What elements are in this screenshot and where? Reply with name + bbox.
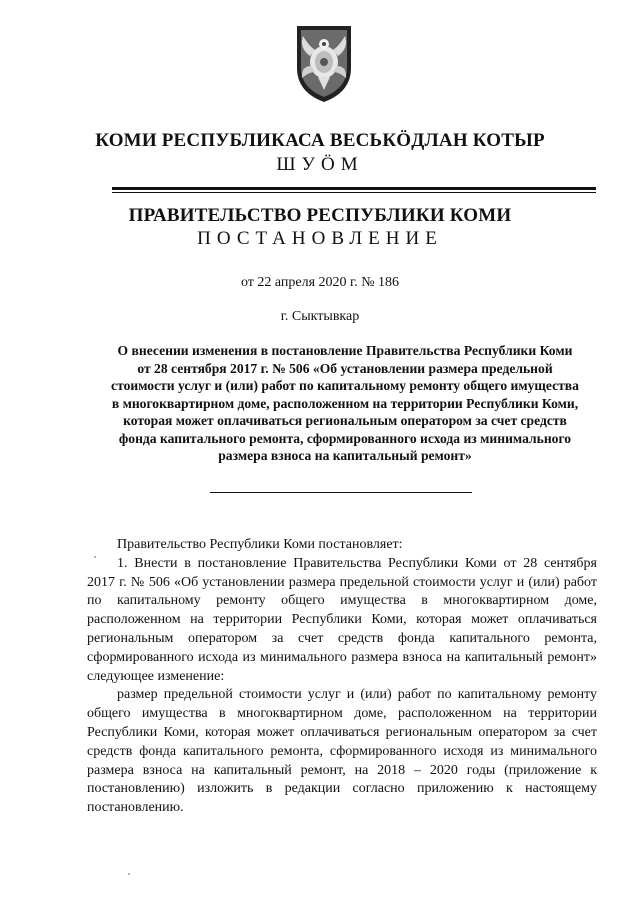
document-date-number: от 22 апреля 2020 г. № 186 <box>240 275 400 290</box>
body-paragraph-item-1: 1. Внести в постановление Правительства Республики Коми от 28 сентября 2017 г. № 506 «Об установлении размера предельной стоимости услуг и (или) работ по капитальному ремонту общего имущества в многоквартирном доме, расположенном на территории Республики Коми, которая может оплачиваться региональным оператором за счет средств фонда капитального ремонта, сформированного исхода из минимального размера взноса на капитальный ремонт» следующее изменение: <box>87 555 597 684</box>
body-paragraph-amendment: размер предельной стоимости услуг и (или) работ по капитальному ремонту общего имущества в многоквартирном доме, расположенном на территории Республики Коми, которая может оплачиваться региональным оператором за счет средств фонда капитального ремонта, сформированного исходя из минимального размера взноса на капитальный ремонт, на 2018 – 2020 годы (приложение к постановлению) изложить в редакции согласно приложению к настоящему постановлению. <box>87 687 597 816</box>
resolution-heading: ПОСТАНОВЛЕНИЕ <box>197 228 443 249</box>
header-divider-thin <box>112 192 596 193</box>
document-city: г. Сыктывкар <box>280 309 360 324</box>
scan-speck <box>128 873 130 875</box>
document-title: О внесении изменения в постановление Правительства Республики Коми от 28 сентября 2017 г. № 506 «Об установлении размера предельной стоимости услуг и (или) работ по капитальному ремонту общего имущества в многоквартирном доме, расположенном на территории Республики Коми, которая может оплачиваться региональным оператором за счет средств фонда капитального ремонта, сформированного исхода из минимального размера взноса на капитальный ремонт» <box>111 343 579 463</box>
title-underline <box>210 492 472 493</box>
coat-of-arms-emblem <box>291 22 357 104</box>
scan-speck <box>94 556 96 558</box>
komi-resolution-heading: ШУÖМ <box>276 154 364 175</box>
document-body <box>87 536 597 818</box>
government-heading: ПРАВИТЕЛЬСТВО РЕСПУБЛИКИ КОМИ <box>128 205 512 226</box>
body-paragraph-intro: Правительство Республики Коми постановляет: <box>117 537 403 552</box>
header-divider-thick <box>112 187 596 190</box>
komi-government-heading: КОМИ РЕСПУБЛИКАСА ВЕСЬКÖДЛАН КОТЫР <box>95 130 545 151</box>
